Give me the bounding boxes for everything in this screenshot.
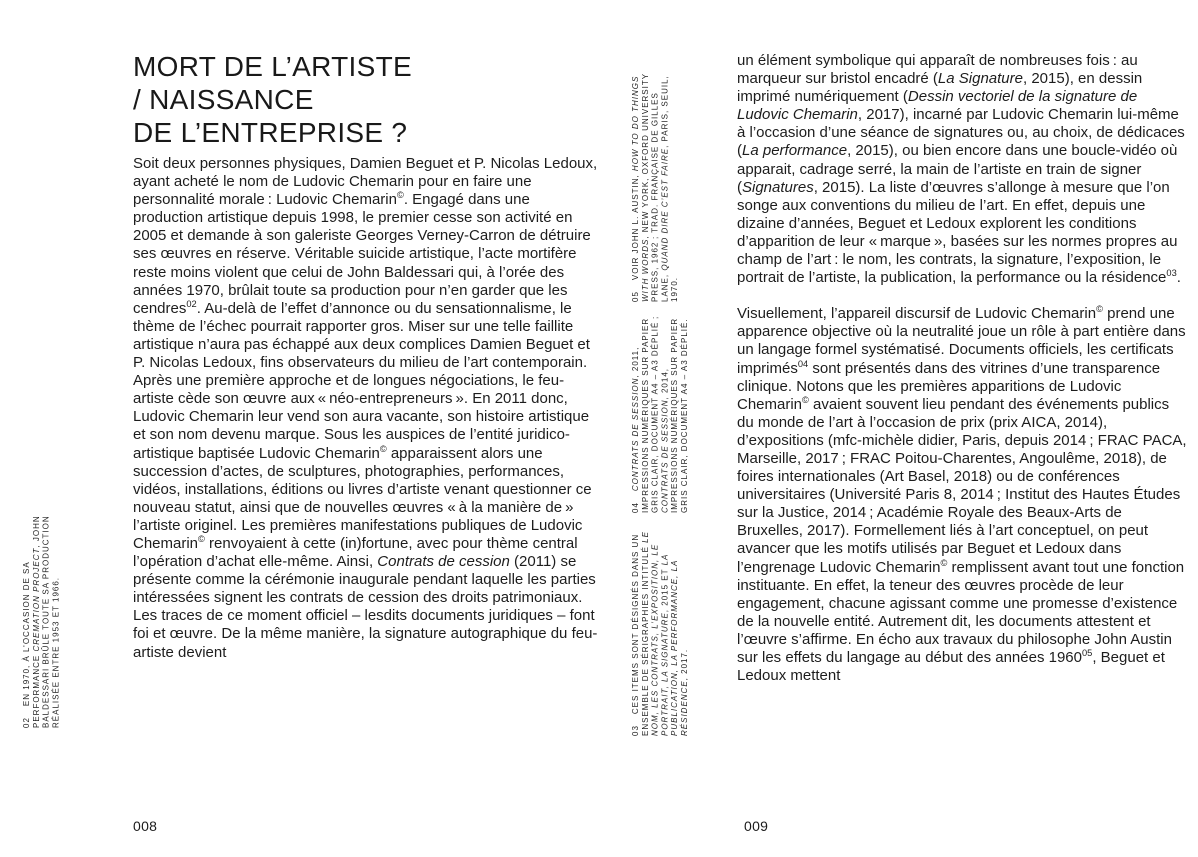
title-line-1: MORT DE L’ARTISTE [133,51,412,82]
footnote-03: 03CES ITEMS SONT DÉSIGNÉS DANS UN ENSEMBLE DE SÉRIGRAPHIES INTITULÉ LE NOM, LES CONTRATS, L’EXPOSITION, LE PORTRAIT, LA SIGNATURE, 2015 ET LA PUBLICATION, LA PERFORMANCE, LA RÉSIDENCE, 2017. [631,531,689,736]
footnote-04: 04CONTRATS DE SESSION, 2011, IMPRESSIONS NUMÉRIQUES SUR PAPIER GRIS CLAIR, DOCUMENT A4 – A3 DÉPLIÉ ; CONTRATS DE SESSION, 2014, IMPRESSIONS NUMÉRIQUES SUR PAPIER GRIS CLAIR, DOCUMENT A4 – A3 DÉPLIÉ. [631,315,689,513]
paragraph: Soit deux personnes physiques, Damien Beguet et P. Nicolas Ledoux, ayant acheté le nom de Ludovic Chemarin pour en faire une personnalité morale : Ludovic Chemarin©. Engagé dans une production artistique depuis 1998, le premier cesse son activité en 2005 et demande à son galeriste Georges Verney-Carron de détruire ses œuvres en réserve. Véritable suicide artistique, l’acte mortifère reste moins violent que celui de John Baldessari qui, à l’orée des années 1970, brûlait toute sa production pour n’en garder que les cendres$^{02}$. Au-delà de l’effet d’annonce ou du sensationnalisme, le thème de l’échec pourrait rapporter gros. Miser sur une telle faillite artistique n’aura pas échappé aux deux complices Damien Beguet et P. Nicolas Ledoux, fins observateurs du milieu de l’art contemporain. Après une première approche et de longues négociations, le feu-artiste cède son œuvre aux « néo-entrepreneurs ». En 2011 donc, Ludovic Chemarin leur vend son aura vacante, son histoire artistique et son nom devenu marque. Sous les auspices de l’entité juridico-artistique baptisée Ludovic Chemarin© apparaissent alors une succession d’actes, de sculptures, photographies, performances, vidéos, installations, éditions ou livres d’artiste venant questionner ce nouveau statut, ainsi que de nouvelles œuvres « à la manière de » l’artiste originel. Les premières manifestations publiques de Ludovic Chemarin© renvoyaient à cette (in)fortune, avec pour thème central l’opération d’achat elle-même. Ainsi, Contrats de cession (2011) se présente comme la cérémonie inaugurale pendant laquelle les parties intéressées signent les contrats de cession des droits patrimoniaux. Les traces de ce moment officiel – lesdits documents juridiques – font foi et œuvre. De la même manière, la signature autographique du feu-artiste devient [133,155,598,661]
footnote-05: 05VOIR JOHN L. AUSTIN, HOW TO DO THINGS WITH WORDS, NEW YORK, OXFORD UNIVERSITY PRESS, 1962 ; TRAD. FRANÇAISE DE GILLES LANE, QUAND DIRE C’EST FAIRE, PARIS, SEUIL, 1970. [631,73,680,302]
footnote-02: 02EN 1970, À L’OCCASION DE SA PERFORMANCE CREMATION PROJECT, JOHN BALDESSARI BRÛLE TOUTE SA PRODUCTION RÉALISÉE ENTRE 1953 ET 1966. [22,515,61,728]
page-number-right: 009 [744,818,769,834]
paragraph: Visuellement, l’appareil discursif de Ludovic Chemarin© prend une apparence objective où la neutralité joue un rôle à part entière dans un langage formel systématisé. Documents officiels, les certificats imprimés$^{04}$ sont présentés dans des vitrines d’une transparence clinique. Notons que les premières apparitions de Ludovic Chemarin© avaient souvent lieu pendant des événements publics du monde de l’art à l’occasion de prix (prix AICA, 2014), d’expositions (mfc-michèle didier, Paris, depuis 2014 ; FRAC PACA, Marseille, 2017 ; FRAC Poitou-Charentes, Angoulême, 2018), de foires internationales (Art Basel, 2018) ou de conférences universitaires (Université Paris 8, 2014 ; Institut des Hautes Études sur la Justice, 2014 ; Académie Royale des Beaux-Arts de Bruxelles, 2017). Formellement liés à l’art conceptuel, on peut avancer que les motifs utilisés par Beguet et Ledoux dans l’engrenage Ludovic Chemarin© remplissent avant tout une fonction instituante. En effet, la teneur des œuvres procède de leur engagement, chacune agissant comme une promesse d’existence de la nouvelle entité. Autrement dit, les documents attestent et l’œuvre s’affirme. En écho aux travaux du philosophe John Austin sur les effets du langage au début des années 1960$^{05}$, Beguet et Ledoux mettent [737,304,1187,685]
title-line-3: DE L’ENTREPRISE ? [133,117,408,148]
paragraph: un élément symbolique qui apparaît de nombreuses fois : au marqueur sur bristol encadré (La Signature, 2015), en dessin imprimé numériquement (Dessin vectoriel de la signature de Ludovic Chemarin, 2017), incarné par Ludovic Chemarin lui-même à l’occasion d’une séance de signatures ou, au choix, de dédicaces (La performance, 2015), ou bien encore dans une boucle-vidéo où apparait, cadrage serré, la main de l’artiste en train de signer (Signatures, 2015). La liste d’œuvres s’allonge à mesure que l’on songe aux conventions du milieu de l’art. En effet, depuis une dizaine d’années, Beguet et Ledoux explorent les conditions d’apparition de leur « marque », basées sur les normes propres au champ de l’art : le nom, les contrats, la signature, l’exposition, le portrait de l’artiste, la publication, la performance ou la résidence$^{03}$. [737,52,1185,287]
page-number-left: 008 [133,818,158,834]
title-line-2: / NAISSANCE [133,84,314,115]
right-body-text [737,52,1187,685]
